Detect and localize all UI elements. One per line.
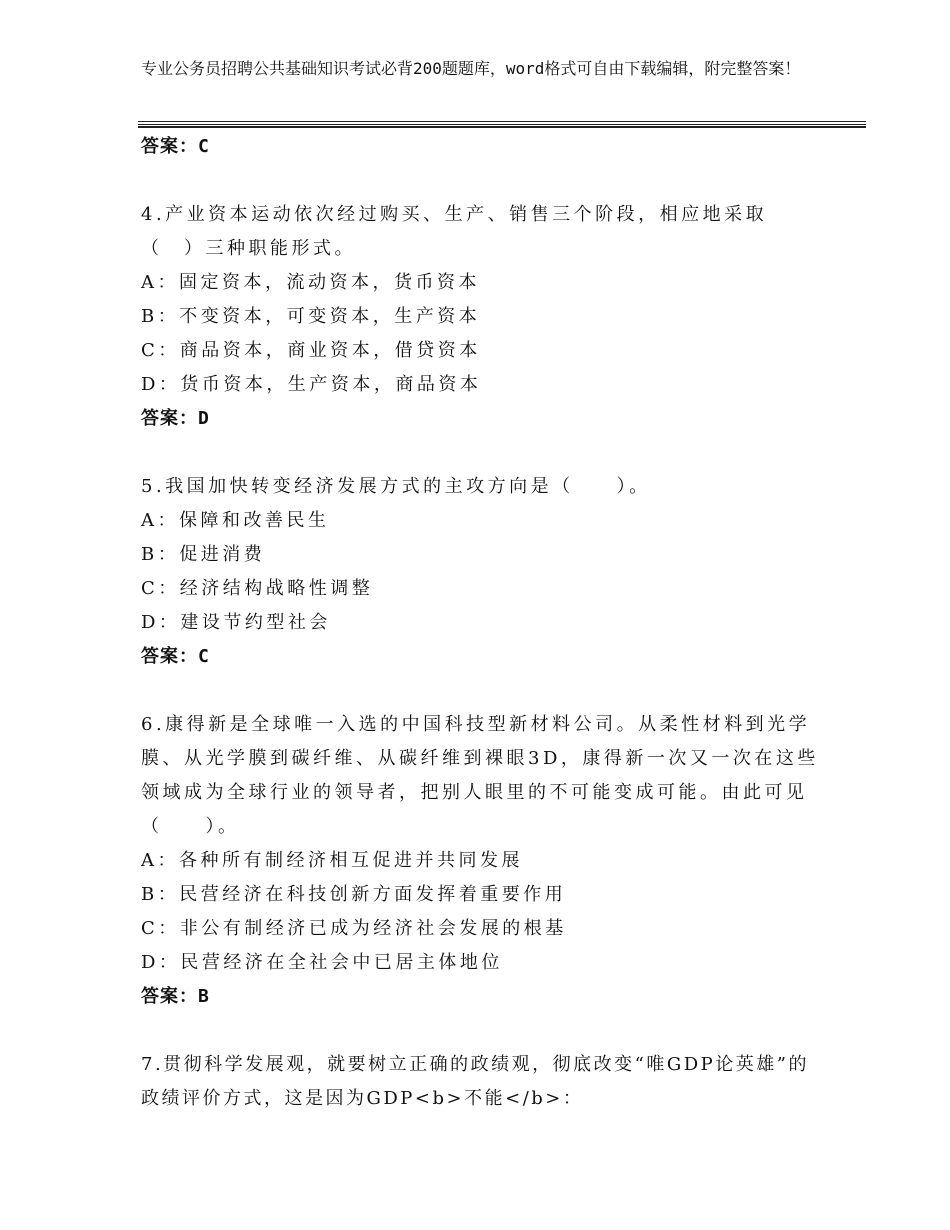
- question-6: [141, 708, 821, 1014]
- previous-answer: 答案：C: [141, 136, 210, 157]
- question-5: [141, 470, 821, 674]
- question-stem: 5.我国加快转变经济发展方式的主攻方向是（ ）。: [141, 476, 651, 497]
- header-divider-thick: [138, 126, 866, 128]
- option-a: A：固定资本，流动资本，货币资本: [141, 272, 480, 293]
- option-c: C：商品资本，商业资本，借贷资本: [141, 340, 481, 361]
- header-divider: [138, 121, 866, 125]
- question-stem: 4.产业资本运动依次经过购买、生产、销售三个阶段，相应地采取（ ）三种职能形式。: [141, 204, 768, 259]
- option-b: B：不变资本，可变资本，生产资本: [141, 306, 481, 327]
- option-d: D：货币资本，生产资本，商品资本: [141, 374, 482, 395]
- question-7: [141, 1048, 821, 1116]
- answer: 答案：D: [141, 408, 210, 429]
- option-d: D：建设节约型社会: [141, 612, 331, 633]
- question-stem: 6.康得新是全球唯一入选的中国科技型新材料公司。从柔性材料到光学膜、从光学膜到碳纤维、从碳纤维到裸眼3D，康得新一次又一次在这些领域成为全球行业的领导者，把别人眼里的不可能变成可能。由此可见（ ）。: [141, 714, 819, 837]
- spacer: [141, 164, 821, 198]
- option-a: A：保障和改善民生: [141, 510, 330, 531]
- spacer: [141, 674, 821, 708]
- document-body: [141, 130, 821, 1116]
- option-b: B：民营经济在科技创新方面发挥着重要作用: [141, 884, 567, 905]
- question-stem: 7.贯彻科学发展观，就要树立正确的政绩观，彻底改变“唯GDP论英雄”的政绩评价方式，这是因为GDP<b>不能</b>：: [141, 1054, 809, 1109]
- page-header: 专业公务员招聘公共基础知识考试必背200题题库，word格式可自由下载编辑，附完整答案！: [141, 59, 801, 78]
- spacer: [141, 1014, 821, 1048]
- option-c: C：经济结构战略性调整: [141, 578, 374, 599]
- answer: 答案：C: [141, 646, 210, 667]
- option-d: D：民营经济在全社会中已居主体地位: [141, 952, 503, 973]
- question-4: [141, 198, 821, 436]
- spacer: [141, 436, 821, 470]
- answer: 答案：B: [141, 986, 210, 1007]
- option-c: C：非公有制经济已成为经济社会发展的根基: [141, 918, 567, 939]
- option-a: A：各种所有制经济相互促进并共同发展: [141, 850, 523, 871]
- option-b: B：促进消费: [141, 544, 266, 565]
